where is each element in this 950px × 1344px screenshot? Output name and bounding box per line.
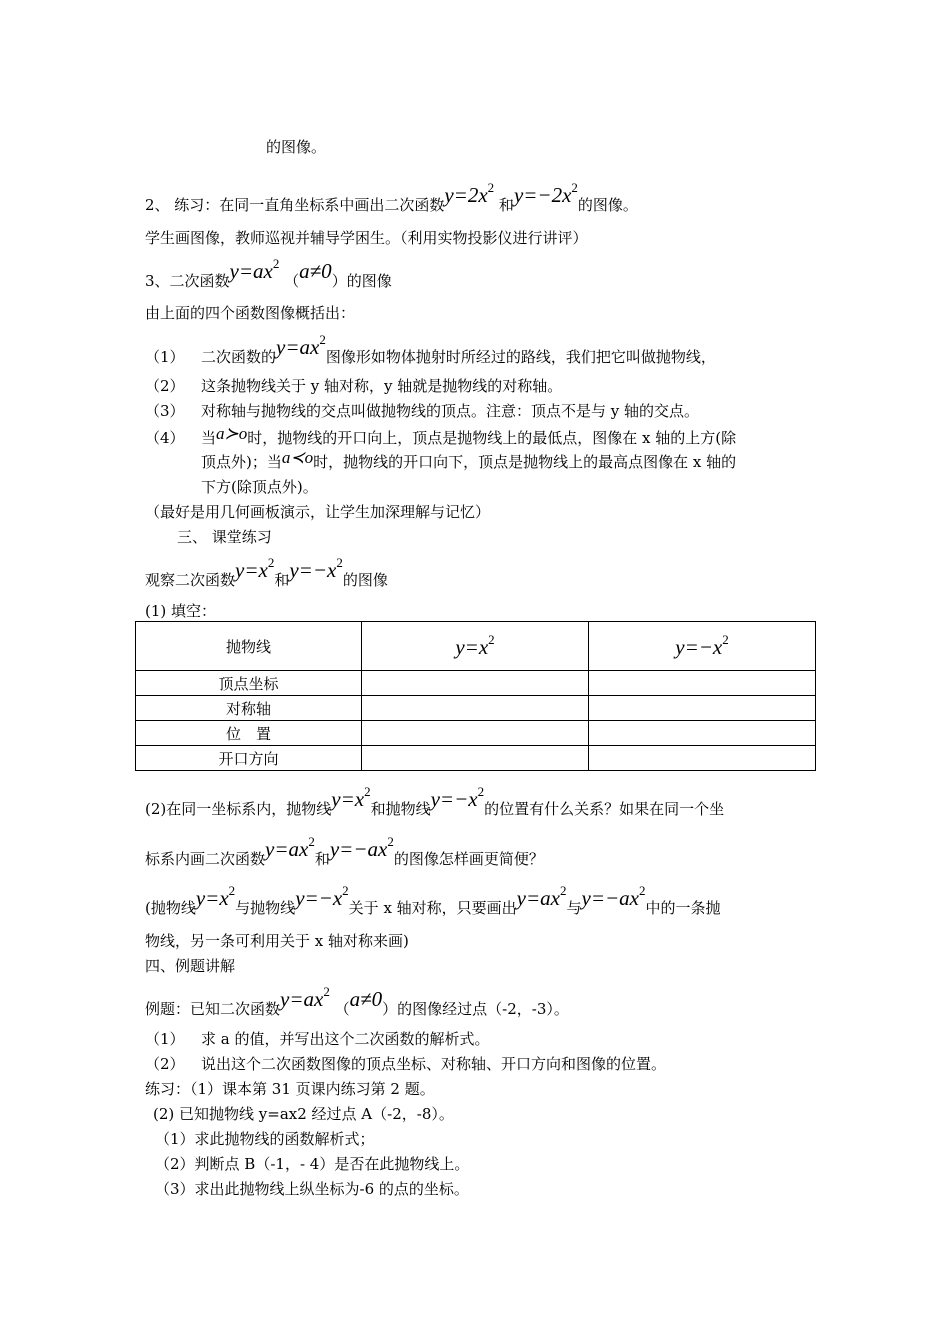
table-cell (362, 746, 589, 771)
text-line: （3）求出此抛物线上纵坐标为-6 的点的坐标。 (155, 1180, 469, 1198)
table-cell (589, 721, 816, 746)
table-cell (589, 671, 816, 696)
table-header: $y=x^2$ (362, 622, 589, 671)
section-heading: 四、例题讲解 (145, 957, 236, 975)
table-header: $y=-x^2$ (589, 622, 816, 671)
text-line: 练习：（1）课本第 31 页课内练习第 2 题。 (145, 1080, 435, 1098)
list-item-cont: 顶点外)；当a≺o时，抛物线的开口向下，顶点是抛物线上的最高点图像在 x 轴的 (201, 448, 737, 471)
text-line: （2）判断点 B（-1，- 4）是否在此抛物线上。 (155, 1155, 470, 1173)
list-item: （3） 对称轴与抛物线的交点叫做抛物线的顶点。注意：顶点不是与 y 轴的交点。 (145, 402, 700, 420)
text-line: （最好是用几何画板演示，让学生加深理解与记忆） (145, 503, 491, 521)
text-line: 由上面的四个函数图像概括出： (145, 304, 356, 322)
answer-line: 物线，另一条可利用关于 x 轴对称来画) (145, 932, 409, 950)
list-item: （2） 说出这个二次函数图像的顶点坐标、对称轴、开口方向和图像的位置。 (145, 1055, 667, 1073)
section-heading: 3、二次函数$y=ax^2$ （a≠0）的图像 (145, 256, 392, 290)
example-line: 例题：已知二次函数$y=ax^2$ （a≠0）的图像经过点（-2，-3）。 (145, 984, 569, 1018)
table-row-label: 位 置 (136, 721, 362, 746)
text-line: (1) 填空： (145, 602, 217, 620)
table-cell (362, 721, 589, 746)
formula: $y=-2x^2$ (513, 180, 578, 207)
text-line: 观察二次函数$y=x^2$和$y=-x^2$的图像 (145, 555, 388, 589)
table-cell (362, 671, 589, 696)
section-heading: 三、 课堂练习 (177, 528, 272, 546)
text-line: (2) 已知抛物线 y=ax2 经过点 A（-2，-8）。 (153, 1105, 454, 1123)
fill-in-table (135, 621, 816, 771)
text-line: 学生画图像，教师巡视并辅导学困生。（利用实物投影仪进行讲评） (145, 229, 588, 247)
table-cell (589, 746, 816, 771)
text-line: 的图像。 (266, 138, 327, 156)
list-item: （1） 求 a 的值，并写出这个二次函数的解析式。 (145, 1030, 490, 1048)
table-header: 抛物线 (136, 622, 362, 671)
answer-line: (抛物线$y=x^2$与抛物线$y=-x^2$关于 x 轴对称，只要画出$y=ax^2$与$y=-ax^2$中的一条抛 (145, 883, 721, 917)
question-line: 标系内画二次函数$y=ax^2$和$y=-ax^2$的图像怎样画更简便？ (145, 834, 544, 868)
question-line: (2)在同一坐标系内，抛物线$y=x^2$和抛物线$y=-x^2$的位置有什么关系？如果在同一个坐 (145, 784, 725, 818)
text-line: （1）求此抛物线的函数解析式； (155, 1130, 375, 1148)
table-row-label: 顶点坐标 (136, 671, 362, 696)
list-item: （1） 二次函数的$y=ax^2$图像形如物体抛射时所经过的路线，我们把它叫做抛物线， (145, 332, 716, 366)
table-row-label: 对称轴 (136, 696, 362, 721)
table-cell (589, 696, 816, 721)
exercise-line: 2、 练习：在同一直角坐标系中画出二次函数$y=2x^2$ 和$y=-2x^2$的图像。 (145, 180, 638, 214)
table-cell (362, 696, 589, 721)
table-row-label: 开口方向 (136, 746, 362, 771)
list-item: （2） 这条抛物线关于 y 轴对称，y 轴就是抛物线的对称轴。 (145, 377, 563, 395)
formula: $y=2x^2$ (444, 180, 495, 207)
list-item: （4） 当a≻o时，抛物线的开口向上，顶点是抛物线上的最低点，图像在 x 轴的上方(除 (145, 424, 737, 447)
list-item-cont: 下方(除顶点外)。 (201, 478, 318, 496)
